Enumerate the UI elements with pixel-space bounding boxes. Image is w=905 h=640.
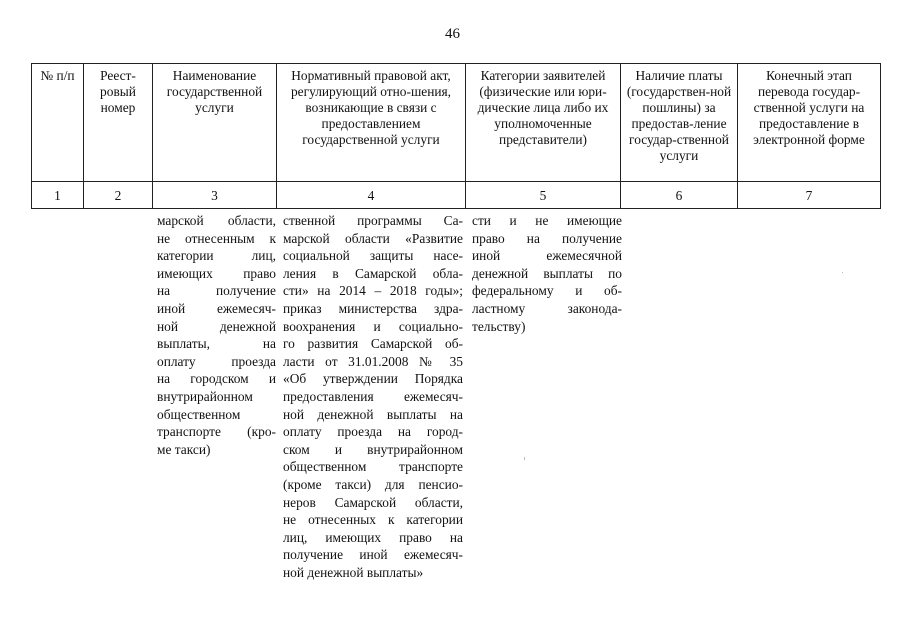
- text-line: не отнесенных к категории: [283, 512, 463, 528]
- text-line: на городском и: [157, 371, 276, 387]
- header-cell-fee: Наличие платы (государствен-ной пошлины) за предостав-ление государ-ственной услуги: [621, 64, 738, 182]
- service-name-column: [157, 212, 276, 458]
- text-line: тельству): [472, 318, 526, 334]
- scan-mark: [524, 457, 525, 460]
- scan-mark: [842, 272, 843, 273]
- text-line: ной денежной: [157, 318, 276, 334]
- text-line: сти» на 2014 – 2018 годы»;: [283, 283, 463, 299]
- header-cell-service-name: Наименование государственной услуги: [153, 64, 277, 182]
- text-line: сти и не имеющие: [472, 213, 622, 228]
- text-line: федеральному и об-: [472, 283, 622, 299]
- text-line: ласти от 31.01.2008 № 35: [283, 353, 463, 369]
- text-line: оплату проезда на город-: [283, 424, 463, 440]
- text-line: приказ министерства здра-: [283, 300, 463, 316]
- text-line: внутрирайонном: [157, 388, 253, 404]
- text-line: право на получение: [472, 230, 622, 246]
- text-line: ления в Самарской обла-: [283, 265, 463, 281]
- column-number-cell: 5: [466, 182, 621, 209]
- column-number-cell: 4: [277, 182, 466, 209]
- normative-act-column: [283, 212, 463, 581]
- text-line: марской области «Развитие: [283, 230, 463, 246]
- text-line: ной денежной выплаты на: [283, 406, 463, 422]
- text-line: денежной выплаты по: [472, 265, 622, 281]
- applicant-categories-column: [472, 212, 622, 335]
- column-number-row: [32, 182, 881, 209]
- text-line: «Об утверждении Порядка: [283, 371, 463, 387]
- text-line: социальной защиты насе-: [283, 248, 463, 264]
- text-line: иной ежемесячной: [472, 248, 622, 264]
- column-number-cell: 6: [621, 182, 738, 209]
- column-number-cell: 3: [153, 182, 277, 209]
- text-line: ме такси): [157, 441, 211, 457]
- text-line: категории лиц,: [157, 248, 276, 264]
- text-line: общественном: [157, 406, 241, 422]
- header-row: [32, 64, 881, 182]
- header-cell-registry-number: Реест-ровый номер: [84, 64, 153, 182]
- text-line: имеющих право: [157, 265, 276, 281]
- text-line: предоставления ежемесяч-: [283, 388, 463, 404]
- text-line: на получение: [157, 283, 276, 299]
- text-line: воохранения и социально-: [283, 318, 463, 334]
- text-line: иной ежемесяч-: [157, 300, 276, 316]
- text-line: ском и внутрирайонном: [283, 441, 463, 457]
- text-line: общественном транспорте: [283, 459, 463, 475]
- header-cell-electronic-stage: Конечный этап перевода государ-ственной услуги на предоставление в электронной форме: [738, 64, 881, 182]
- text-line: лиц, имеющих право на: [283, 529, 463, 545]
- text-line: неров Самарской области,: [283, 494, 463, 510]
- text-line: го развития Самарской об-: [283, 336, 463, 352]
- text-line: ной денежной выплаты»: [283, 564, 424, 580]
- column-number-cell: 7: [738, 182, 881, 209]
- text-line: марской области,: [157, 213, 276, 228]
- text-line: ластному законода-: [472, 300, 622, 316]
- text-line: транспорте (кро-: [157, 424, 276, 440]
- text-line: не отнесенным к: [157, 230, 276, 246]
- header-cell-applicant-categories: Категории заявителей (физические или юри-дические лица либо их уполномоченные представители): [466, 64, 621, 182]
- text-line: получение иной ежемесяч-: [283, 547, 463, 563]
- page-number: 46: [445, 26, 460, 42]
- column-number-cell: 2: [84, 182, 153, 209]
- header-cell-normative-act: Нормативный правовой акт, регулирующий отно-шения, возникающие в связи с предоставлением государственной услуги: [277, 64, 466, 182]
- header-cell-number: № п/п: [32, 64, 84, 182]
- column-number-cell: 1: [32, 182, 84, 209]
- services-table-header: [31, 63, 881, 209]
- text-line: оплату проезда: [157, 353, 276, 369]
- text-line: выплаты, на: [157, 336, 276, 352]
- text-line: ственной программы Са-: [283, 213, 463, 228]
- text-line: (кроме такси) для пенсио-: [283, 476, 463, 492]
